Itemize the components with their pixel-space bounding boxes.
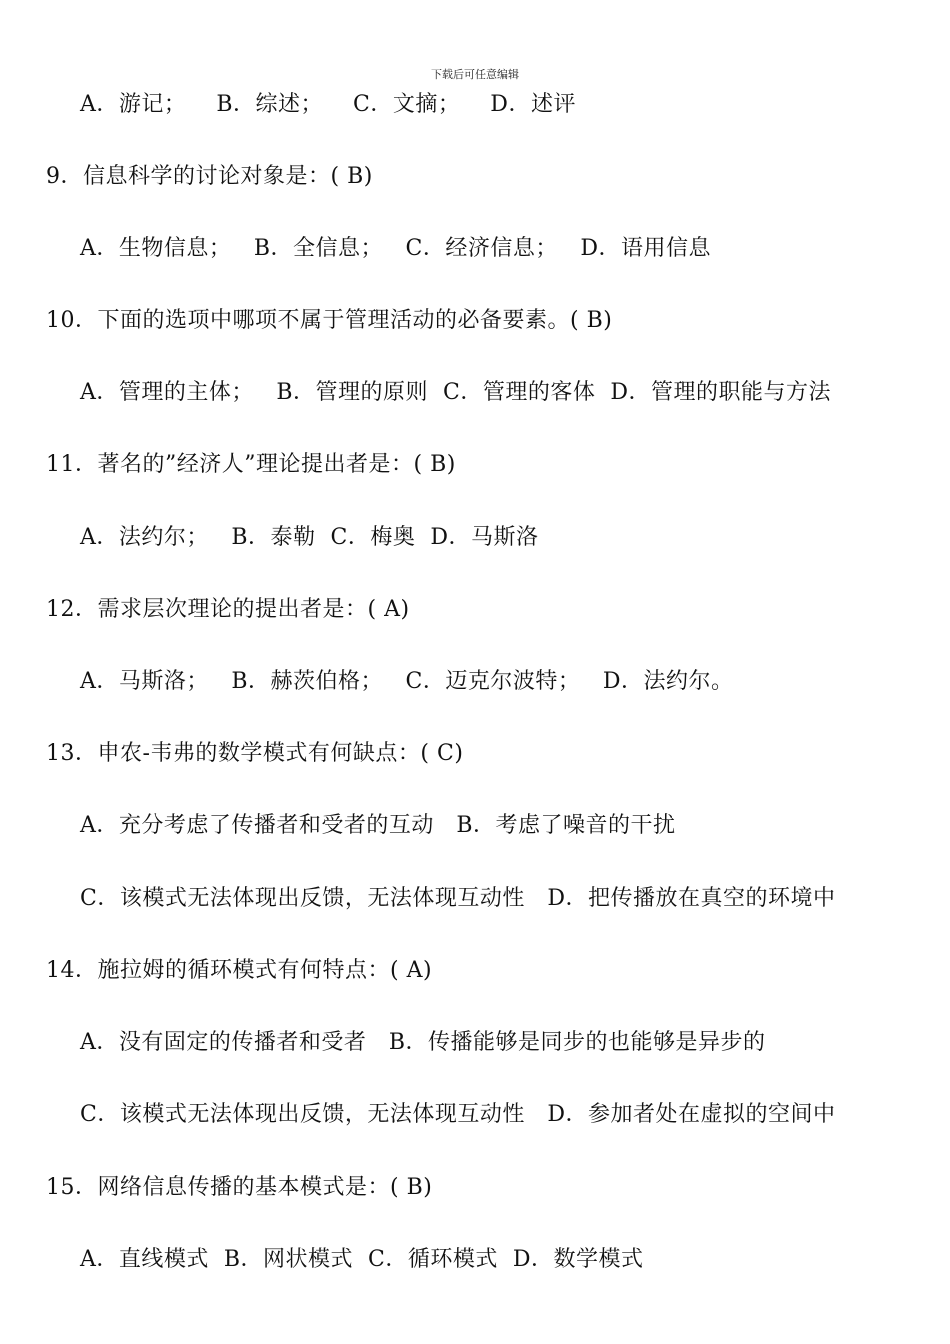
answer-options: A．管理的主体； B．管理的原则 C．管理的客体 D．管理的职能与方法: [80, 380, 831, 405]
question-text: 11．著名的”经济人”理论提出者是：( B): [46, 452, 456, 477]
question-text: 15．网络信息传播的基本模式是：( B): [46, 1175, 433, 1200]
answer-options: A．马斯洛； B．赫茨伯格； C．迈克尔波特； D．法约尔。: [80, 669, 734, 694]
answer-options: A．游记； B．综述； C．文摘； D．述评: [80, 92, 576, 117]
question-text: 9．信息科学的讨论对象是：( B): [46, 164, 373, 189]
question-text: 12．需求层次理论的提出者是：( A): [46, 597, 410, 622]
answer-options: A．直线模式 B．网状模式 C．循环模式 D．数学模式: [80, 1247, 644, 1272]
answer-options: C．该模式无法体现出反馈，无法体现互动性 D．参加者处在虚拟的空间中: [80, 1102, 836, 1127]
page-header: 下载后可任意编辑: [431, 68, 519, 81]
answer-options: A．法约尔； B．泰勒 C．梅奥 D．马斯洛: [80, 525, 539, 550]
question-text: 13．申农-韦弗的数学模式有何缺点：( C): [46, 741, 464, 766]
answer-options: A．充分考虑了传播者和受者的互动 B．考虑了噪音的干扰: [80, 813, 676, 838]
answer-options: A．没有固定的传播者和受者 B．传播能够是同步的也能够是异步的: [80, 1030, 766, 1055]
answer-options: A．生物信息； B．全信息； C．经济信息； D．语用信息: [80, 236, 711, 261]
answer-options: C．该模式无法体现出反馈，无法体现互动性 D．把传播放在真空的环境中: [80, 886, 836, 911]
question-text: 10．下面的选项中哪项不属于管理活动的必备要素。( B): [46, 308, 613, 333]
question-text: 14．施拉姆的循环模式有何特点：( A): [46, 958, 433, 983]
